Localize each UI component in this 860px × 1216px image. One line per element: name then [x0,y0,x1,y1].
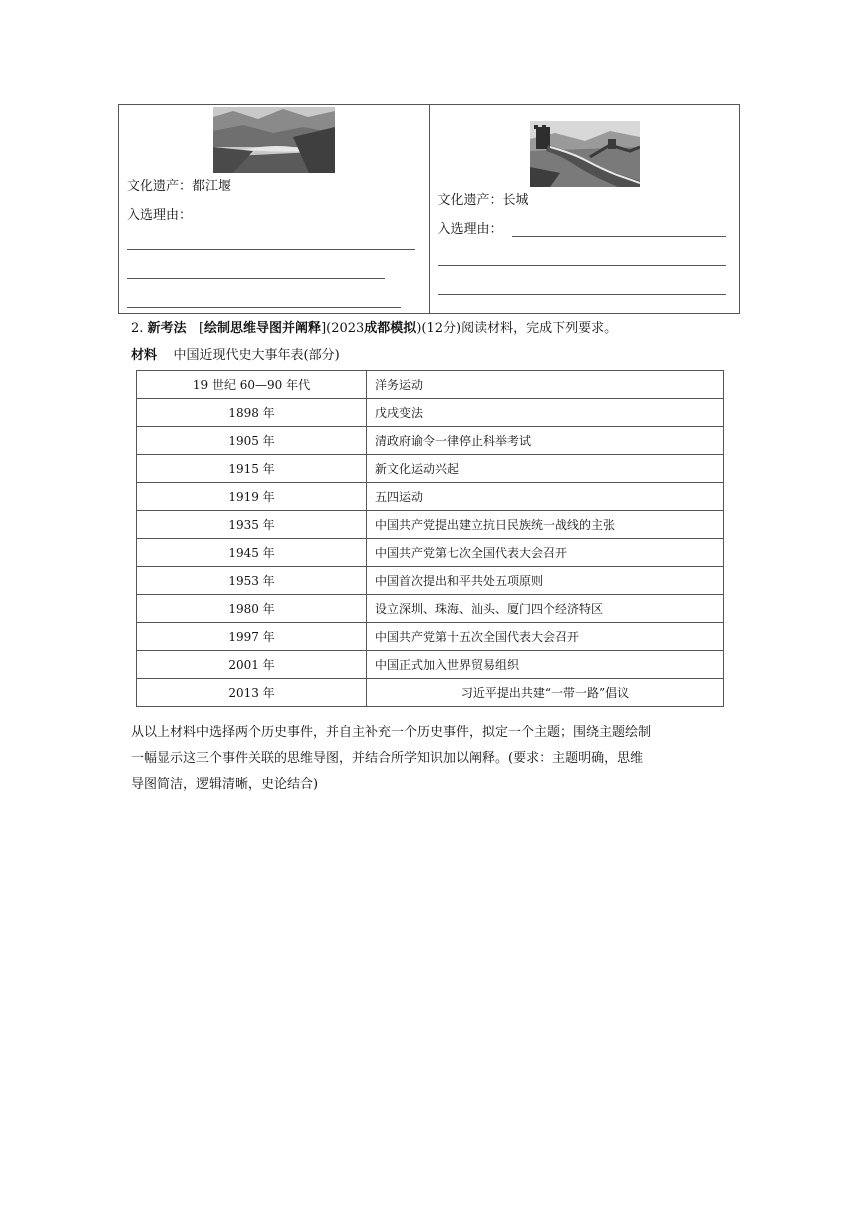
year-cell: 1905 年 [137,427,367,455]
question-source: 成都模拟 [364,321,417,336]
table-row [137,371,724,399]
table-row [137,427,724,455]
event-cell: 中国共产党第七次全国代表大会召开 [367,539,724,567]
event-cell: 习近平提出共建“一带一路”倡议 [367,679,724,707]
reason-label-right: 入选理由： [437,222,503,237]
requirement-paragraph [131,720,731,798]
table-row [137,595,724,623]
year-cell: 1945 年 [137,539,367,567]
question-source-close: ) [416,321,422,336]
question-points: (12分) [421,321,462,336]
event-cell: 戊戌变法 [367,399,724,427]
year-cell: 19 世纪 60—90 年代 [137,371,367,399]
year-cell: 1997 年 [137,623,367,651]
event-cell: 中国正式加入世界贸易组织 [367,651,724,679]
answer-line [127,249,415,250]
question-tag: 新考法 [147,321,187,336]
answer-line [438,294,726,295]
table-row [137,399,724,427]
year-cell: 1980 年 [137,595,367,623]
answer-line [438,265,726,266]
year-cell: 1919 年 [137,483,367,511]
material-heading [131,347,340,365]
heritage-label-right: 文化遗产：长城 [437,193,529,208]
table-row [137,623,724,651]
year-cell: 2013 年 [137,679,367,707]
reason-label-left: 入选理由： [127,208,193,223]
event-cell: 中国首次提出和平共处五项原则 [367,567,724,595]
question-type: 绘制思维导图并阐释 [204,321,322,336]
heritage-label-left: 文化遗产：都江堰 [127,179,232,194]
great-wall-photo [530,121,640,187]
table-row [137,651,724,679]
event-cell: 设立深圳、珠海、汕头、厦门四个经济特区 [367,595,724,623]
material-label: 材料 [131,348,158,363]
table-row [137,455,724,483]
event-cell: 洋务运动 [367,371,724,399]
question-instruction: 阅读材料，完成下列要求。 [461,321,618,336]
question-source-open: (2023 [326,321,365,336]
question-type-close: ] [321,321,327,336]
requirement-line: 导图简洁，逻辑清晰，史论结合) [131,777,319,792]
answer-line [512,236,726,237]
requirement-line: 从以上材料中选择两个历史事件，并自主补充一个历史事件，拟定一个主题；围绕主题绘制 [131,725,652,740]
year-cell: 1915 年 [137,455,367,483]
event-cell: 清政府谕令一律停止科举考试 [367,427,724,455]
event-cell: 中国共产党提出建立抗日民族统一战线的主张 [367,511,724,539]
year-cell: 1953 年 [137,567,367,595]
question-header [131,320,617,338]
question-type-open: [ [198,321,205,336]
question-number: 2. [131,321,144,336]
heritage-cell-dujiangyan [119,105,430,313]
event-cell: 新文化运动兴起 [367,455,724,483]
year-cell: 1898 年 [137,399,367,427]
timeline-table [136,370,724,707]
answer-line [127,307,401,308]
heritage-name-right: 长城 [502,193,529,208]
table-row [137,483,724,511]
dujiangyan-photo [213,107,335,173]
table-row [137,539,724,567]
heritage-name-left: 都江堰 [192,179,232,194]
heritage-cell-great-wall [430,105,740,313]
requirement-line: 一幅显示这三个事件关联的思维导图，并结合所学知识加以阐释。(要求：主题明确，思维 [131,751,644,766]
heritage-box [118,104,740,314]
table-row [137,511,724,539]
year-cell: 1935 年 [137,511,367,539]
answer-line [127,278,385,279]
table-row [137,679,724,707]
material-title: 中国近现代史大事年表(部分) [173,348,340,363]
event-cell: 中国共产党第十五次全国代表大会召开 [367,623,724,651]
year-cell: 2001 年 [137,651,367,679]
event-cell: 五四运动 [367,483,724,511]
table-row [137,567,724,595]
